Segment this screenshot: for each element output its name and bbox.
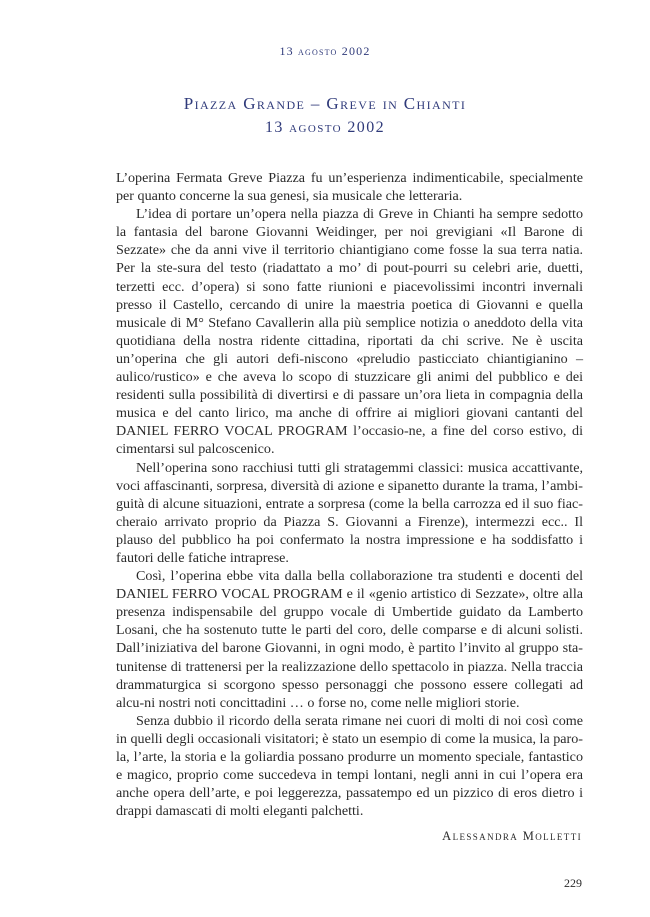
paragraph-5: Senza dubbio il ricordo della serata rimane nei cuori di molti di noi così come in quelli degli occasionali visitatori; è stato un esempio di come la musica, la paro-la, l’arte, la storia e la goliardia possano produrre un momento speciale, fantastico e magico, proprio come succedeva in tempi lontani, negli anni in cui l’opera era anche opera dell’arte, e poi leggerezza, passatempo ed un pizzico di eros dietro i drappi damascati di molti eleganti palchetti. bbox=[116, 712, 583, 820]
paragraph-4: Così, l’operina ebbe vita dalla bella collaborazione tra studenti e docenti del DANIEL FERRO VOCAL PROGRAM e il «genio artistico di Sezzate», oltre alla presenza indispensabile del gruppo vocale di Umbertide guidato da Lamberto Losani, che ha sostenuto tutte le parti del coro, delle comparse e di alcuni solisti. Dall’iniziativa del barone Giovanni, in ogni modo, è partito l’invito al gruppo sta-tunitense di trattenersi per la realizzazione dello spettacolo in piazza. Nella traccia drammaturgica si scorgono spesso personaggi che possono essere collegati ad alcu-ni nostri noti concittadini … o forse no, come nelle migliori storie. bbox=[116, 568, 583, 711]
paragraph-1: L’operina Fermata Greve Piazza fu un’esperienza indimenticabile, specialmente per quanto concerne la sua genesi, sia musicale che letteraria. bbox=[116, 170, 583, 205]
page-number: 229 bbox=[564, 876, 582, 890]
title-block bbox=[0, 92, 650, 140]
paragraph-2: L’idea di portare un’opera nella piazza di Greve in Chianti ha sempre sedotto la fantasia del barone Giovanni Weidinger, per noi grevigiani «Il Barone di Sezzate» che da anni vive il territorio chiantigiano come fosse la sua terra natia. Per la ste-sura del testo (riadattato a mo’ di pout-pourri su celebri arie, duetti, terzetti ecc. d’opera) si sono fatte riunioni e piacevolissimi incontri invernali presso il Castello, cercando di unire la maestria poetica di Giovanni e quella musicale di M° Stefano Cavallerin alla più semplice notizia o aneddoto della vita quotidiana della nostra ridente cittadina, riportati da chi scrive. Ne è uscita un’operina che gli autori defi-niscono «preludio pasticciato chiantigianino – aulico/rustico» e che aveva lo scopo di stuzzicare gli animi del pubblico e dei residenti sulla possibilità di divertirsi e di passare un’ora lieta in compagnia della musica e del canto lirico, ma anche di offrire ai migliori giovani cantanti del DANIEL FERRO VOCAL PROGRAM l’occasio-ne, a fine del corso estivo, di cimentarsi sul palcoscenico. bbox=[116, 206, 583, 458]
page-subtitle: 13 agosto 2002 bbox=[264, 119, 385, 136]
author-signature: Alessandra Molletti bbox=[442, 829, 582, 843]
page-title: Piazza Grande – Greve in Chianti bbox=[183, 94, 467, 113]
running-head: 13 agosto 2002 bbox=[279, 44, 371, 58]
paragraph-3: Nell’operina sono racchiusi tutti gli stratagemmi classici: musica accattivante, voci affascinanti, sorpresa, diversità di azione e sipanetto durante la trama, l’ambi-guità di alcune situazioni, entrate a sorpresa (come la bella carrozza ed il suo fiac-cheraio arrivato proprio da Piazza S. Giovanni a Firenze), intermezzi ecc.. Il plauso del pubblico ha poi confermato la nostra impressione e ha soddisfatto i fautori delle fatiche intraprese. bbox=[116, 459, 583, 566]
article-body bbox=[116, 169, 583, 820]
